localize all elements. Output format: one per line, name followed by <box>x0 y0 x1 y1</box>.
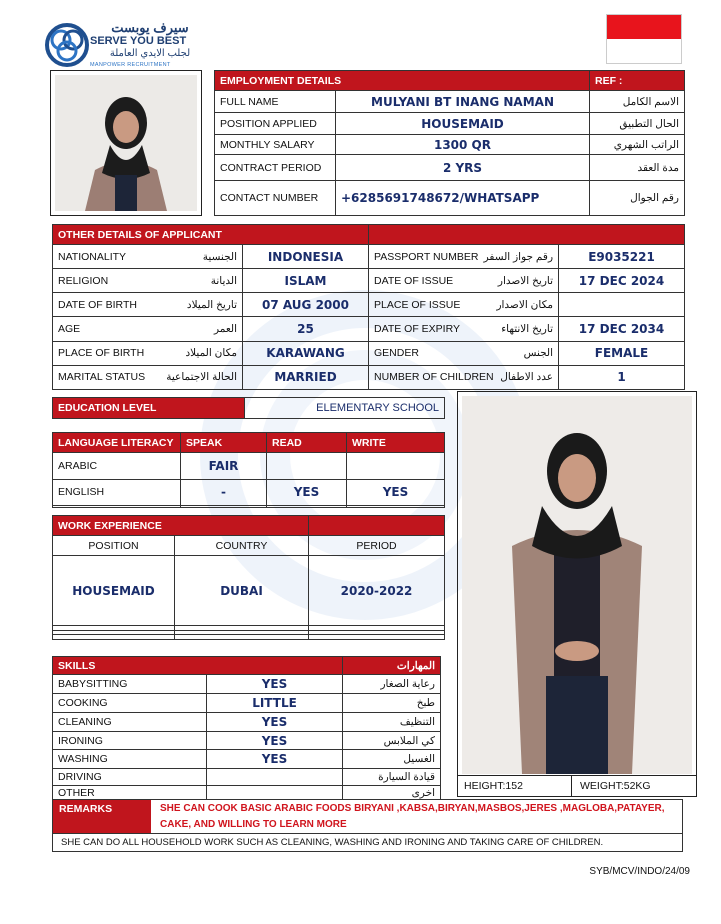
weight-value: WEIGHT:52KG <box>580 780 651 792</box>
skills-header: SKILLS <box>53 657 343 675</box>
passport-number-label: PASSPORT NUMBER <box>374 250 479 263</box>
contract-period-label: CONTRACT PERIOD <box>215 155 336 181</box>
read-header: READ <box>267 433 347 453</box>
person-fullbody-icon <box>462 396 692 774</box>
education-table <box>52 397 444 419</box>
contract-period-value: 2 YRS <box>336 155 590 181</box>
position-column: POSITION <box>53 536 175 556</box>
date-of-issue-label: DATE OF ISSUE <box>374 274 454 287</box>
age-value: 25 <box>243 317 369 341</box>
nationality-arabic: الجنسية <box>202 250 237 263</box>
education-label: EDUCATION LEVEL <box>53 398 245 419</box>
work-period: 2020-2022 <box>309 556 445 626</box>
skill-babysitting-value: YES <box>207 675 343 694</box>
logo-knot-icon <box>44 22 90 68</box>
arabic-speak: FAIR <box>181 453 267 480</box>
nationality-label: NATIONALITY <box>58 250 127 263</box>
date-of-expiry-value: 17 DEC 2034 <box>559 317 685 341</box>
skill-cooking-value: LITTLE <box>207 693 343 712</box>
date-of-expiry-arabic: تاريخ الانتهاء <box>501 323 554 336</box>
date-of-issue-value: 17 DEC 2024 <box>559 269 685 293</box>
brand-tagline: MANPOWER RECRUITMENT <box>90 62 171 68</box>
person-portrait-icon <box>55 75 197 211</box>
skill-cleaning-value: YES <box>207 712 343 731</box>
work-experience-header-right <box>309 516 445 536</box>
language-table <box>52 432 444 508</box>
skill-ironing-value: YES <box>207 731 343 750</box>
place-of-birth-arabic: مكان الميلاد <box>185 347 237 360</box>
language-row-empty <box>53 506 181 508</box>
skill-cleaning-arabic: التنظيف <box>343 712 441 731</box>
height-value: HEIGHT:152 <box>458 776 572 797</box>
position-applied-label: POSITION APPLIED <box>215 113 336 135</box>
place-of-issue-label: PLACE OF ISSUE <box>374 298 461 311</box>
marital-status-label: MARITAL STATUS <box>58 371 146 384</box>
place-of-issue-arabic: مكان الاصدار <box>496 298 554 311</box>
arabic-write <box>347 453 445 480</box>
skill-other-arabic: اخرى <box>343 785 441 801</box>
write-header: WRITE <box>347 433 445 453</box>
skill-driving-value <box>207 769 343 785</box>
contact-number-arabic: رقم الجوال <box>590 181 685 216</box>
marital-status-arabic: الحالة الاجتماعية <box>166 371 237 384</box>
skill-driving: DRIVING <box>53 769 207 785</box>
place-of-birth-value: KARAWANG <box>243 341 369 365</box>
position-applied-arabic: الحال التطبيق <box>590 113 685 135</box>
full-name-arabic: الاسم الكامل <box>590 91 685 113</box>
religion-label: RELIGION <box>58 274 109 287</box>
speak-header: SPEAK <box>181 433 267 453</box>
indonesia-flag <box>606 14 682 64</box>
religion-arabic: الديانة <box>210 274 237 287</box>
age-label: AGE <box>58 323 81 336</box>
document-code: SYB/MCV/INDO/24/09 <box>589 866 690 877</box>
english-write: YES <box>347 479 445 506</box>
other-details-table <box>52 224 684 390</box>
skills-header-arabic: المهارات <box>343 657 441 675</box>
children-label: NUMBER OF CHILDREN <box>374 371 494 384</box>
age-arabic: العمر <box>213 323 237 336</box>
english-read: YES <box>267 479 347 506</box>
language-row-arabic: ARABIC <box>53 453 181 480</box>
date-of-issue-arabic: تاريخ الاصدار <box>497 274 554 287</box>
skill-driving-arabic: قيادة السيارة <box>343 769 441 785</box>
skill-washing-value: YES <box>207 750 343 769</box>
date-of-birth-arabic: تاريخ الميلاد <box>186 298 237 311</box>
position-applied-value: HOUSEMAID <box>336 113 590 135</box>
remarks-box <box>52 799 683 834</box>
nationality-value: INDONESIA <box>243 245 369 269</box>
date-of-expiry-label: DATE OF EXPIRY <box>374 323 460 336</box>
marital-status-value: MARRIED <box>243 365 369 389</box>
religion-value: ISLAM <box>243 269 369 293</box>
skill-cooking-arabic: طبخ <box>343 693 441 712</box>
company-logo <box>44 20 204 70</box>
full-name-value: MULYANI BT INANG NAMAN <box>336 91 590 113</box>
date-of-birth-value: 07 AUG 2000 <box>243 293 369 317</box>
work-empty-row <box>53 635 175 640</box>
arabic-read <box>267 453 347 480</box>
remarks-line-1: SHE CAN COOK BASIC ARABIC FOODS BIRYANI ,KABSA,BIRYAN,MASBOS,JERES ,MAGLOBA,PATAYER, <box>160 803 665 814</box>
skill-other: OTHER <box>53 785 207 801</box>
children-arabic: عدد الاطفال <box>500 371 554 384</box>
remarks-line-2: CAKE, AND WILLING TO LEARN MORE <box>160 819 347 830</box>
gender-arabic: الجنس <box>523 347 554 360</box>
work-experience-table <box>52 515 444 640</box>
contact-number-label: CONTACT NUMBER <box>215 181 336 216</box>
country-column: COUNTRY <box>175 536 309 556</box>
brand-arabic-name: سيرف يوبست <box>111 20 189 35</box>
measurements-row <box>458 775 696 796</box>
passport-number-value: E9035221 <box>559 245 685 269</box>
employment-header: EMPLOYMENT DETAILS <box>215 71 590 91</box>
gender-value: FEMALE <box>559 341 685 365</box>
employment-details-table <box>214 70 684 216</box>
skill-ironing: IRONING <box>53 731 207 750</box>
monthly-salary-label: MONTHLY SALARY <box>215 135 336 155</box>
skills-table <box>52 656 440 802</box>
skill-cleaning: CLEANING <box>53 712 207 731</box>
remarks-label: REMARKS <box>53 800 151 833</box>
skill-washing: WASHING <box>53 750 207 769</box>
place-of-issue-value <box>559 293 685 317</box>
language-row-english: ENGLISH <box>53 479 181 506</box>
applicant-photo-large <box>457 391 697 797</box>
applicant-photo-small <box>50 70 202 216</box>
flag-white-half <box>607 39 681 63</box>
passport-number-arabic: رقم جواز السفر <box>483 250 554 263</box>
contact-number-value: +6285691748672/WHATSAPP <box>336 181 590 216</box>
skill-babysitting: BABYSITTING <box>53 675 207 694</box>
place-of-birth-label: PLACE OF BIRTH <box>58 347 145 360</box>
other-details-header: OTHER DETAILS OF APPLICANT <box>53 225 369 245</box>
gender-label: GENDER <box>374 347 419 360</box>
household-note: SHE CAN DO ALL HOUSEHOLD WORK SUCH AS CLEANING, WASHING AND IRONING AND TAKING CARE OF CHILDREN. <box>52 834 683 852</box>
full-name-label: FULL NAME <box>215 91 336 113</box>
brand-arabic-tagline: لجلب الايدي العاملة <box>109 48 191 59</box>
language-header: LANGUAGE LITERACY <box>53 433 181 453</box>
work-country: DUBAI <box>175 556 309 626</box>
date-of-birth-label: DATE OF BIRTH <box>58 298 137 311</box>
ref-label: REF : <box>590 71 685 91</box>
other-details-header-right <box>369 225 685 245</box>
education-value: ELEMENTARY SCHOOL <box>245 398 445 419</box>
skill-ironing-arabic: كي الملابس <box>343 731 441 750</box>
children-value: 1 <box>559 365 685 389</box>
flag-red-half <box>607 15 681 39</box>
skill-babysitting-arabic: رعاية الصغار <box>343 675 441 694</box>
work-position: HOUSEMAID <box>53 556 175 626</box>
period-column: PERIOD <box>309 536 445 556</box>
contract-period-arabic: مدة العقد <box>590 155 685 181</box>
english-speak: - <box>181 479 267 506</box>
monthly-salary-value: 1300 QR <box>336 135 590 155</box>
brand-name: SERVE YOU BEST <box>90 35 187 47</box>
monthly-salary-arabic: الراتب الشهري <box>590 135 685 155</box>
skill-cooking: COOKING <box>53 693 207 712</box>
skill-washing-arabic: الغسيل <box>343 750 441 769</box>
work-experience-header: WORK EXPERIENCE <box>53 516 309 536</box>
